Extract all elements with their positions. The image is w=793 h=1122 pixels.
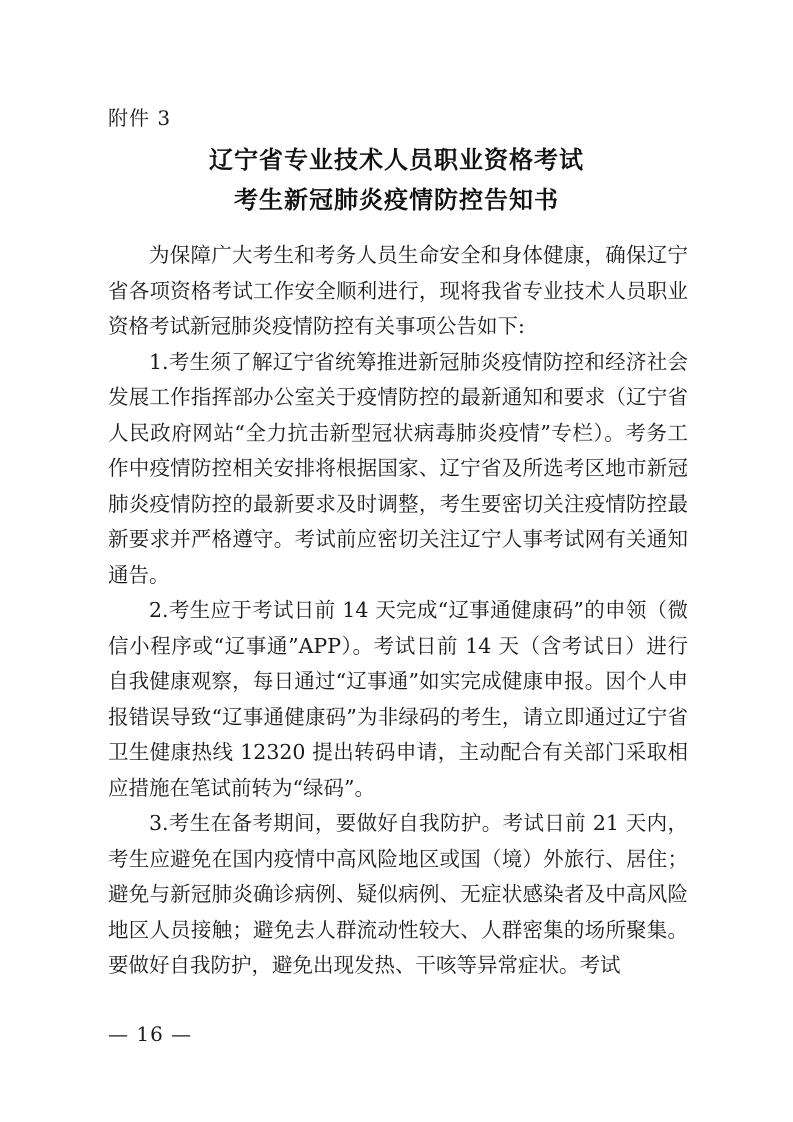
- paragraph-item-2: 2.考生应于考试日前 14 天完成“辽事通健康码”的申领（微信小程序或“辽事通”APP）。考试日前 14 天（含考试日）进行自我健康观察，每日通过“辽事通”如实完成健康申报。因个人申报错误导致“辽事通健康码”为非绿码的考生，请立即通过辽宁省卫生健康热线 12320 提出转码申请，主动配合有关部门采取相应措施在笔试前转为“绿码”。: [108, 598, 688, 800]
- document-body: [108, 238, 688, 984]
- document-title-line-1: 辽宁省专业技术人员职业资格考试: [209, 146, 584, 174]
- paragraph-intro: 为保障广大考生和考务人员生命安全和身体健康，确保辽宁省各项资格考试工作安全顺利进行，现将我省专业技术人员职业资格考试新冠肺炎疫情防控有关事项公告如下:: [108, 243, 688, 338]
- paragraph-item-3: 3.考生在备考期间，要做好自我防护。考试日前 21 天内，考生应避免在国内疫情中高风险地区或国（境）外旅行、居住；避免与新冠肺炎确诊病例、疑似病例、无症状感染者及中高风险地区人员接触；避免去人群流动性较大、人群密集的场所聚集。要做好自我防护，避免出现发热、干咳等异常症状。考试: [108, 811, 688, 977]
- page-number: — 16 —: [108, 1022, 193, 1046]
- attachment-label: 附件 3: [108, 106, 172, 130]
- paragraph-item-1: 1.考生须了解辽宁省统筹推进新冠肺炎疫情防控和经济社会发展工作指挥部办公室关于疫情防控的最新通知和要求（辽宁省人民政府网站“全力抗击新型冠状病毒肺炎疫情”专栏）。考务工作中疫情防控相关安排将根据国家、辽宁省及所选考区地市新冠肺炎疫情防控的最新要求及时调整，考生要密切关注疫情防控最新要求并严格遵守。考试前应密切关注辽宁人事考试网有关通知通告。: [108, 349, 688, 587]
- document-title-line-2: 考生新冠肺炎疫情防控告知书: [234, 186, 559, 214]
